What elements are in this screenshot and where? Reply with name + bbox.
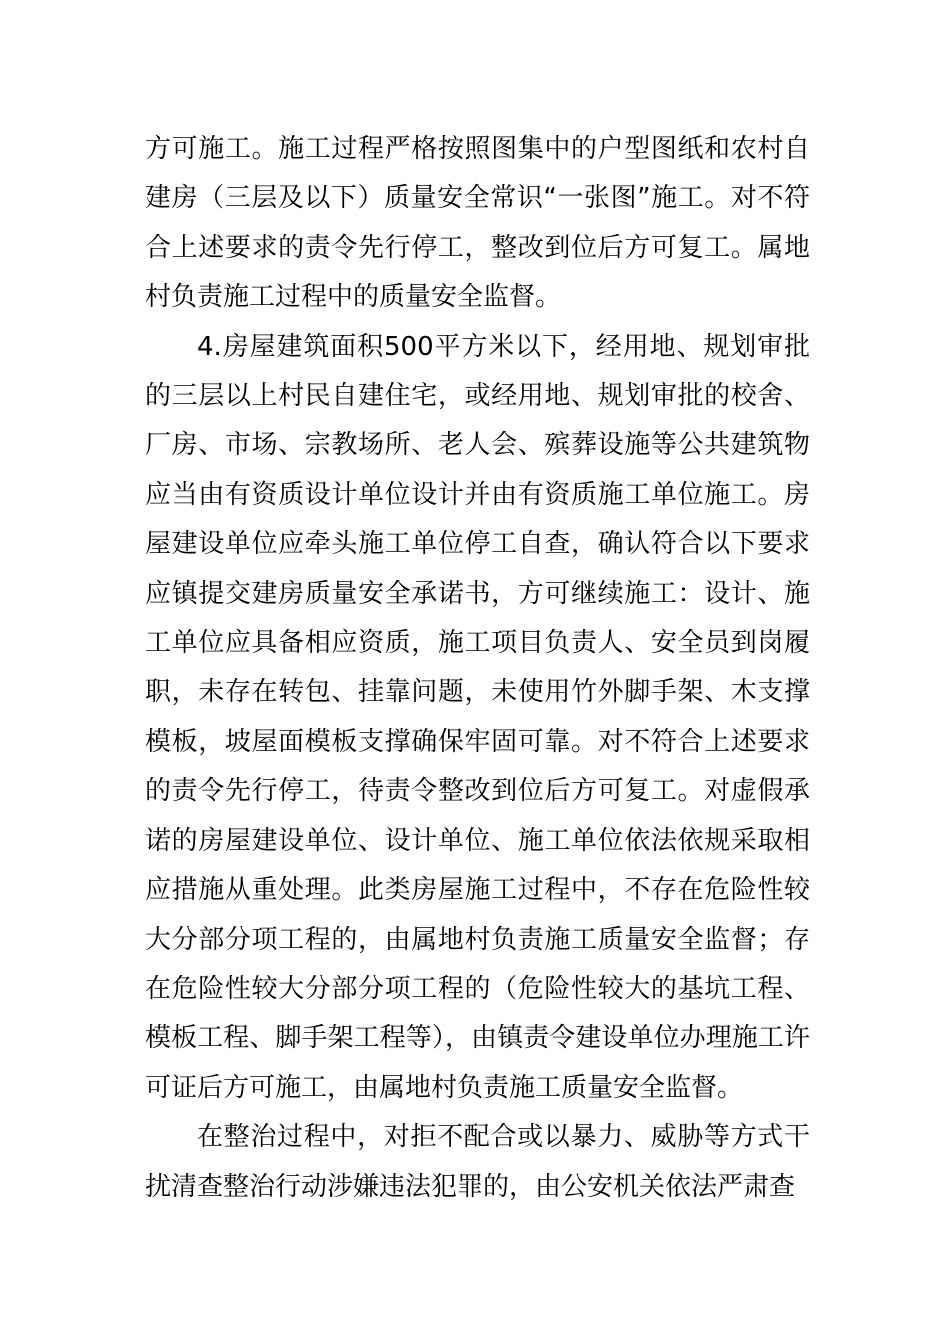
paragraph-enforcement: 在整治过程中，对拒不配合或以暴力、威胁等方式干扰清查整治行动涉嫌违法犯罪的，由公安机关依法严肃查 [145,1122,810,1202]
paragraph-continuation: 方可施工。施工过程严格按照图集中的户型图纸和农村自建房（三层及以下）质量安全常识“一张图”施工。对不符合上述要求的责令先行停工，整改到位后方可复工。属地村负责施工过程中的质量安全监督。 [145,134,810,313]
paragraph-item-4: 4.房屋建筑面积500平方米以下，经用地、规划审批的三层以上村民自建住宅，或经用地、规划审批的校舍、厂房、市场、宗教场所、老人会、殡葬设施等公共建筑物应当由有资质设计单位设计并由有资质施工单位施工。房屋建设单位应牵头施工单位停工自查，确认符合以下要求应镇提交建房质量安全承诺书，方可继续施工：设计、施工单位应具备相应资质，施工项目负责人、安全员到岗履职，未存在转包、挂靠问题，未使用竹外脚手架、木支撑模板，坡屋面模板支撑确保牢固可靠。对不符合上述要求的责令先行停工，待责令整改到位后方可复工。对虚假承诺的房屋建设单位、设计单位、施工单位依法依规采取相应措施从重处理。此类房屋施工过程中，不存在危险性较大分部分项工程的，由属地村负责施工质量安全监督；存在危险性较大分部分项工程的（危险性较大的基坑工程、模板工程、脚手架工程等），由镇责令建设单位办理施工许可证后方可施工，由属地村负责施工质量安全监督。 [145,331,810,1103]
document-body [145,125,810,1212]
